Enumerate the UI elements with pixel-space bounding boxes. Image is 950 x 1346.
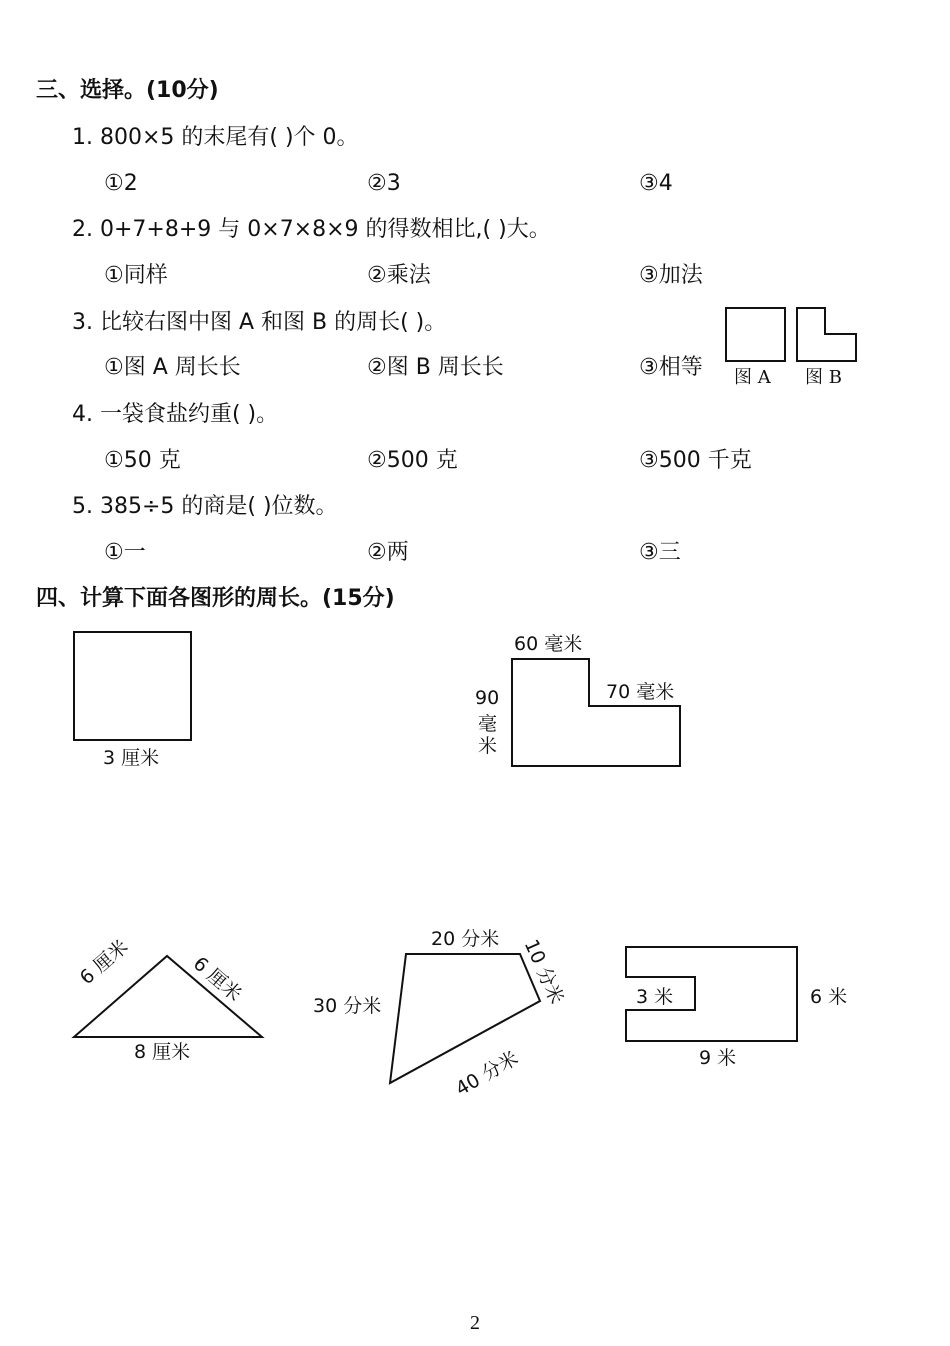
question-4-option-1[interactable]: ①50 克 [104,448,181,473]
question-1-option-1[interactable]: ①2 [104,171,138,196]
page-number: 2 [470,1312,480,1334]
section-4-heading: 四、计算下面各图形的周长。(15分) [36,586,395,611]
question-3-stem: 3. 比较右图中图 A 和图 B 的周长( )。 [72,310,447,335]
quad-bottom-label: 40 分米 [452,1047,523,1101]
quad-right-label: 10 分米 [519,936,568,1008]
square-shape [74,632,191,740]
question-3-option-2[interactable]: ②图 B 周长长 [367,355,504,380]
square-side-label: 3 厘米 [103,747,160,769]
question-4-option-2[interactable]: ②500 克 [367,448,458,473]
notch-right-label: 6 米 [810,986,848,1008]
question-2-option-3[interactable]: ③加法 [639,263,703,288]
section-3-heading: 三、选择。(10分) [36,78,219,103]
figure-a-label: 图 A [734,367,771,388]
lshape-step-label: 70 毫米 [606,681,675,703]
question-4-stem: 4. 一袋食盐约重( )。 [72,402,279,427]
notch-depth-label: 3 米 [636,986,674,1008]
question-5-option-1[interactable]: ①一 [104,540,146,565]
question-5-stem: 5. 385÷5 的商是( )位数。 [72,494,338,519]
quad-left-label: 30 分米 [313,995,382,1017]
question-2-option-1[interactable]: ①同样 [104,263,168,288]
notch-bottom-label: 9 米 [699,1047,737,1069]
triangle-right-label: 6 厘米 [188,952,246,1006]
question-2-stem: 2. 0+7+8+9 与 0×7×8×9 的得数相比,( )大。 [72,217,551,242]
question-3-option-1[interactable]: ①图 A 周长长 [104,355,241,380]
question-1-option-2[interactable]: ②3 [367,171,401,196]
triangle-left-label: 6 厘米 [75,935,133,990]
question-2-option-2[interactable]: ②乘法 [367,263,431,288]
triangle-base-label: 8 厘米 [134,1041,191,1063]
lshape-top-label: 60 毫米 [514,633,583,655]
question-1-option-3[interactable]: ③4 [639,171,673,196]
question-1-stem: 1. 800×5 的末尾有( )个 0。 [72,125,359,150]
question-5-option-3[interactable]: ③三 [639,540,681,565]
lshape-left-value: 90 [475,687,500,709]
question-4-option-3[interactable]: ③500 千克 [639,448,752,473]
question-5-option-2[interactable]: ②两 [367,540,409,565]
question-3-option-3[interactable]: ③相等 [639,355,703,380]
lshape-left-unit: 毫 米 [478,713,498,757]
lshape-shape [512,659,680,766]
figure-b-label: 图 B [805,367,842,388]
quad-top-label: 20 分米 [431,928,500,950]
